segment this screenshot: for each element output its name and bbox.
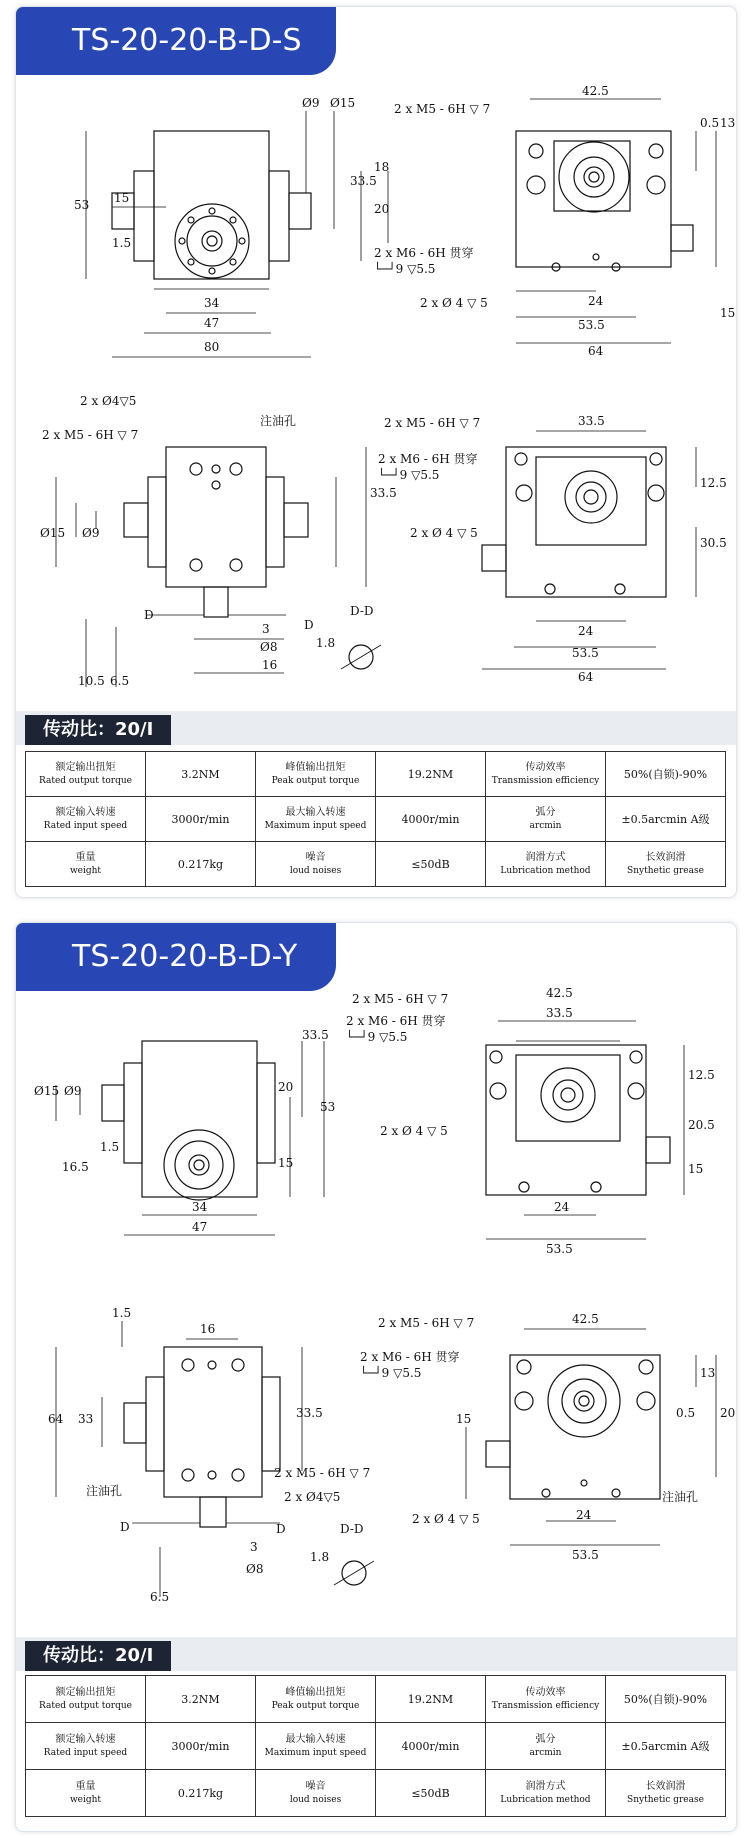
spec-label-en: Lubrication method: [500, 1794, 591, 1805]
dim-label: 80: [204, 340, 220, 354]
spec-label-cn: 润滑方式: [525, 851, 566, 863]
spec-label-cn: 弧分: [535, 1733, 556, 1745]
dim-label: 12.5: [700, 476, 727, 490]
dim-label: 33: [78, 1412, 94, 1426]
dim-label: 1.5: [112, 236, 132, 250]
spec-label-cn: 噪音: [305, 1780, 326, 1792]
dim-label: 1.5: [112, 1306, 132, 1320]
callout-label: 2 x M5 - 6H ▽ 7: [384, 416, 481, 430]
dim-label: 42.5: [546, 987, 573, 1000]
spec-label-cn: 峰值输出扭矩: [285, 761, 346, 773]
dim-label: 16: [200, 1322, 216, 1336]
view-side-b: [486, 1021, 684, 1239]
dim-label: 47: [204, 316, 220, 330]
dim-label: 53.5: [572, 1548, 599, 1562]
spec-value: 3000r/min: [146, 1723, 256, 1770]
callout-label: 2 x M5 - 6H ▽ 7: [352, 992, 449, 1006]
spec-value: ≤50dB: [376, 1770, 486, 1817]
section-label: D-D: [350, 604, 374, 618]
spec-label-cn: 最大输入转速: [285, 806, 346, 818]
dim-label: 42.5: [572, 1312, 599, 1326]
dim-label: 33.5: [302, 1028, 329, 1042]
dim-label: 6.5: [110, 674, 130, 688]
spec-label-en: Transmission efficiency: [491, 1700, 600, 1711]
table-row: [26, 1676, 726, 1723]
dim-label: 15: [114, 191, 130, 205]
spec-label-cn: 额定输入转速: [55, 806, 116, 818]
dim-label: 24: [576, 1508, 592, 1522]
spec-label-en: Maximum input speed: [264, 1747, 367, 1758]
spec-label-cn: 额定输入转速: [55, 1733, 116, 1745]
product-title: TS-20-20-B-D-Y: [16, 923, 336, 991]
spec-value-en: Snythetic grease: [627, 1794, 704, 1805]
ratio-label: 传动比：20/I: [25, 715, 171, 745]
dim-label: Ø9: [64, 1084, 82, 1098]
spec-label-en: Maximum input speed: [264, 820, 367, 831]
dim-label: 3: [250, 1540, 258, 1554]
dim-label: 24: [578, 624, 594, 638]
dim-label: 47: [192, 1220, 208, 1234]
section-label: D: [276, 1522, 286, 1536]
product-title: TS-20-20-B-D-S: [16, 7, 336, 75]
dim-label: 24: [554, 1200, 570, 1214]
view-side-a: [516, 99, 716, 343]
dim-label: 1.8: [310, 1550, 330, 1564]
spec-label-cn: 额定输出扭矩: [55, 761, 116, 773]
spec-label-cn: 弧分: [535, 806, 556, 818]
ratio-label: 传动比：20/I: [25, 1641, 171, 1671]
spec-value: 4000r/min: [376, 797, 486, 842]
dim-label: 15: [688, 1162, 704, 1176]
callout-label: 2 x Ø 4 ▽ 5: [420, 296, 488, 310]
dim-label: 15: [278, 1156, 294, 1170]
callout-label: └─┘9 ▽5.5: [360, 1366, 422, 1380]
dim-label: 34: [192, 1200, 208, 1214]
spec-label-cn: 重量: [75, 1780, 96, 1792]
spec-label-cn: 润滑方式: [525, 1780, 566, 1792]
dim-label: 64: [48, 1412, 64, 1426]
spec-label-cn: 额定输出扭矩: [55, 1686, 116, 1698]
dim-label: Ø8: [246, 1562, 264, 1576]
spec-value: 4000r/min: [376, 1723, 486, 1770]
spec-value: 50%(自锁)-90%: [606, 1676, 726, 1723]
dim-label: 53.5: [572, 646, 599, 660]
dim-label: 33.5: [350, 174, 377, 188]
dim-label: 33.5: [296, 1406, 323, 1420]
callout-label: 2 x M6 - 6H 贯穿: [374, 246, 474, 260]
product-card-b: [15, 922, 737, 1832]
spec-value: 50%(自锁)-90%: [606, 752, 726, 797]
spec-table-a: [25, 751, 726, 887]
dim-label: 15: [720, 306, 736, 320]
callout-label: 2 x M5 - 6H ▽ 7: [274, 1466, 371, 1480]
dim-label: 64: [588, 344, 604, 358]
oil-hole-label: 注油孔: [662, 1490, 699, 1504]
callout-label: 2 x Ø 4 ▽ 5: [380, 1124, 448, 1138]
spec-label-cn: 传动效率: [525, 761, 566, 773]
dim-label: Ø15: [34, 1084, 60, 1098]
spec-value: 3.2NM: [146, 1676, 256, 1723]
oil-hole-label: 注油孔: [260, 414, 297, 428]
callout-label: 2 x M6 - 6H 贯穿: [360, 1350, 460, 1364]
spec-value: 19.2NM: [376, 752, 486, 797]
dim-label: 33.5: [578, 414, 605, 428]
spec-value-en: Snythetic grease: [627, 865, 704, 876]
product-card-a: [15, 6, 737, 898]
spec-value: 3000r/min: [146, 797, 256, 842]
spec-label-en: Peak output torque: [271, 1700, 360, 1711]
ratio-bar: [16, 711, 736, 745]
dim-label: 24: [588, 294, 604, 308]
section-label: D: [144, 608, 154, 622]
dim-label: 16: [262, 658, 278, 672]
callout-label: 2 x Ø4▽5: [284, 1490, 341, 1504]
dim-label: 12.5: [688, 1068, 715, 1082]
dim-label: 20: [278, 1080, 294, 1094]
dim-label: 53.5: [546, 1242, 573, 1256]
view-front-a: [86, 111, 388, 357]
spec-label-cn: 峰值输出扭矩: [285, 1686, 346, 1698]
dim-label: 13: [720, 116, 736, 130]
callout-label: └─┘9 ▽5.5: [374, 262, 436, 276]
dim-label: 1.5: [100, 1140, 120, 1154]
table-row: [26, 797, 726, 842]
spec-label-en: Lubrication method: [500, 865, 591, 876]
view-bottom-a: [56, 447, 381, 687]
spec-label-en: Rated output torque: [38, 775, 132, 786]
dim-label: 10.5: [78, 674, 105, 688]
dim-label: 42.5: [582, 84, 609, 98]
dim-label: 0.5: [676, 1406, 696, 1420]
callout-label: 2 x M5 - 6H ▽ 7: [394, 102, 491, 116]
callout-label: └─┘9 ▽5.5: [378, 468, 440, 482]
section-label: D: [304, 618, 314, 632]
spec-label-cn: 重量: [75, 851, 96, 863]
spec-label-en: loud noises: [289, 865, 342, 876]
dim-label: 33.5: [546, 1006, 573, 1020]
spec-value: 长效润滑: [645, 851, 686, 863]
spec-value: ≤50dB: [376, 842, 486, 887]
dim-label: 15: [456, 1412, 472, 1426]
dim-label: 64: [578, 670, 594, 684]
callout-label: 2 x M6 - 6H 贯穿: [378, 452, 478, 466]
dim-label: Ø15: [330, 96, 356, 110]
dim-label: 1.8: [316, 636, 336, 650]
spec-value: 0.217kg: [146, 1770, 256, 1817]
section-label: D: [120, 1520, 130, 1534]
table-row: [26, 1770, 726, 1817]
dim-label: 6.5: [150, 1590, 170, 1604]
callout-label: 2 x Ø 4 ▽ 5: [410, 526, 478, 540]
table-row: [26, 842, 726, 887]
spec-label-cn: 噪音: [305, 851, 326, 863]
callout-label: 2 x M5 - 6H ▽ 7: [378, 1316, 475, 1330]
spec-value: 0.217kg: [146, 842, 256, 887]
spec-table-b: [25, 1675, 726, 1817]
callout-label: └─┘9 ▽5.5: [346, 1030, 408, 1044]
dim-label: Ø15: [40, 526, 66, 540]
spec-value: 长效润滑: [645, 1780, 686, 1792]
spec-label-en: Transmission efficiency: [491, 775, 600, 786]
ratio-bar: [16, 1637, 736, 1671]
table-row: [26, 752, 726, 797]
dim-label: 13: [700, 1366, 716, 1380]
dim-label: 0.5: [700, 116, 720, 130]
spec-label-en: arcmin: [529, 820, 562, 831]
spec-label-en: Rated input speed: [43, 820, 128, 831]
callout-label: 2 x Ø4▽5: [80, 394, 137, 408]
dim-label: 3: [262, 622, 270, 636]
spec-label-en: arcmin: [529, 1747, 562, 1758]
spec-label-en: Rated input speed: [43, 1747, 128, 1758]
spec-value: 3.2NM: [146, 752, 256, 797]
dim-label: 18: [374, 160, 390, 174]
dim-label: Ø8: [260, 640, 278, 654]
dim-label: Ø9: [82, 526, 100, 540]
spec-label-en: weight: [69, 1794, 102, 1805]
dim-label: 20: [720, 1406, 736, 1420]
dim-label: 33.5: [370, 486, 397, 500]
oil-hole-label: 注油孔: [86, 1484, 123, 1498]
section-label: D-D: [340, 1522, 364, 1536]
dim-label: 30.5: [700, 536, 727, 550]
technical-drawing-a: [16, 67, 736, 707]
dim-label: 20: [374, 202, 390, 216]
callout-label: 2 x M6 - 6H 贯穿: [346, 1014, 446, 1028]
view-front-b: [56, 1041, 324, 1235]
spec-value: 19.2NM: [376, 1676, 486, 1723]
spec-label-en: Rated output torque: [38, 1700, 132, 1711]
dim-label: 20.5: [688, 1118, 715, 1132]
spec-label-en: weight: [69, 865, 102, 876]
dim-label: 53.5: [578, 318, 605, 332]
table-row: [26, 1723, 726, 1770]
spec-label-cn: 传动效率: [525, 1686, 566, 1698]
spec-label-cn: 最大输入转速: [285, 1733, 346, 1745]
dim-label: 34: [204, 296, 220, 310]
dim-label: 53: [74, 198, 90, 212]
spec-label-en: loud noises: [289, 1794, 342, 1805]
callout-label: 2 x M5 - 6H ▽ 7: [42, 428, 139, 442]
callout-label: 2 x Ø 4 ▽ 5: [412, 1512, 480, 1526]
technical-drawing-b: [16, 987, 736, 1627]
dim-label: 16.5: [62, 1160, 89, 1174]
spec-value: ±0.5arcmin A级: [606, 1723, 726, 1770]
dim-label: 53: [320, 1100, 336, 1114]
spec-value: ±0.5arcmin A级: [606, 797, 726, 842]
spec-label-en: Peak output torque: [271, 775, 360, 786]
dim-label: Ø9: [302, 96, 320, 110]
